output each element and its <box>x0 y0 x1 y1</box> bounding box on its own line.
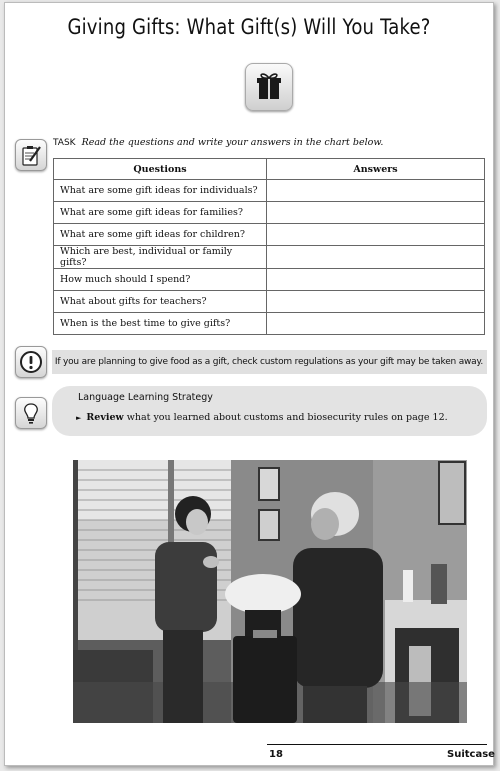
question-cell: What are some gift ideas for children? <box>54 224 267 246</box>
table-row <box>54 269 485 291</box>
task-label: TASK <box>53 138 76 148</box>
page-number: 18 <box>269 749 283 760</box>
exclamation-icon <box>15 346 47 378</box>
answer-cell[interactable] <box>267 202 485 224</box>
table-row <box>54 224 485 246</box>
answer-cell[interactable] <box>267 246 485 269</box>
table-row <box>54 291 485 313</box>
question-cell: What about gifts for teachers? <box>54 291 267 313</box>
answer-cell[interactable] <box>267 180 485 202</box>
answer-cell[interactable] <box>267 291 485 313</box>
gift-exchange-photo <box>73 460 467 723</box>
language-strategy-box <box>52 386 487 436</box>
task-instruction <box>53 137 383 148</box>
warning-note: If you are planning to give food as a gift, check custom regulations as your gift may be taken away. <box>52 350 487 374</box>
table-row <box>54 202 485 224</box>
answer-cell[interactable] <box>267 313 485 335</box>
answer-cell[interactable] <box>267 224 485 246</box>
strategy-text: what you learned about customs and biosecurity rules on page 12. <box>126 412 448 423</box>
footer-divider <box>267 744 487 745</box>
strategy-item <box>76 412 448 423</box>
strategy-title: Language Learning Strategy <box>78 392 213 403</box>
answers-header: Answers <box>267 159 485 180</box>
task-text: Read the questions and write your answers in the chart below. <box>81 137 384 148</box>
question-cell: What are some gift ideas for individuals? <box>54 180 267 202</box>
page-title: Giving Gifts: What Gift(s) Will You Take? <box>67 15 431 39</box>
table-row <box>54 180 485 202</box>
clipboard-pencil-icon <box>15 139 47 171</box>
gift-icon <box>245 63 293 111</box>
strategy-keyword: Review <box>86 412 124 423</box>
table-row <box>54 313 485 335</box>
questions-header: Questions <box>54 159 267 180</box>
question-cell: How much should I spend? <box>54 269 267 291</box>
question-answer-chart <box>53 158 485 335</box>
book-title: Suitcase <box>447 749 495 760</box>
question-cell: When is the best time to give gifts? <box>54 313 267 335</box>
answer-cell[interactable] <box>267 269 485 291</box>
question-cell: Which are best, individual or family gifts? <box>54 246 267 269</box>
chart-header-row <box>54 159 485 180</box>
lightbulb-icon <box>15 397 47 429</box>
workbook-page <box>4 2 494 766</box>
question-cell: What are some gift ideas for families? <box>54 202 267 224</box>
bullet-arrow-icon: ► <box>76 414 82 422</box>
table-row <box>54 246 485 269</box>
